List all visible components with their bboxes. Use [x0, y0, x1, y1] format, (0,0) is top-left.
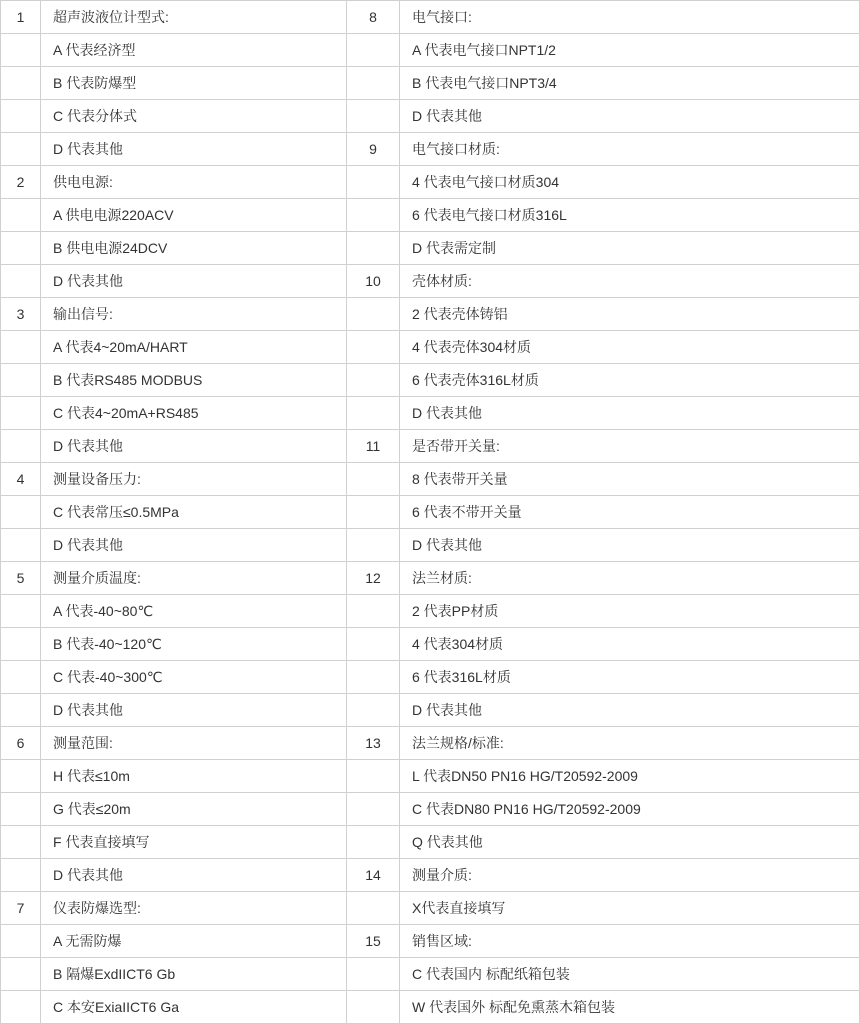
left-index-cell [1, 331, 41, 364]
right-index-cell [347, 496, 400, 529]
right-spec-cell: D 代表其他 [400, 397, 860, 430]
left-spec-cell: 测量介质温度: [41, 562, 347, 595]
left-spec-cell: 超声波液位计型式: [41, 1, 347, 34]
right-spec-cell: 4 代表304材质 [400, 628, 860, 661]
left-index-cell [1, 199, 41, 232]
right-spec-cell: 电气接口: [400, 1, 860, 34]
right-index-cell [347, 793, 400, 826]
left-index-cell: 1 [1, 1, 41, 34]
right-spec-cell: C 代表国内 标配纸箱包装 [400, 958, 860, 991]
right-index-cell [347, 232, 400, 265]
right-spec-cell: B 代表电气接口NPT3/4 [400, 67, 860, 100]
right-index-cell [347, 892, 400, 925]
left-index-cell [1, 760, 41, 793]
left-index-cell [1, 529, 41, 562]
left-spec-cell: D 代表其他 [41, 694, 347, 727]
right-index-cell [347, 760, 400, 793]
right-spec-cell: W 代表国外 标配免熏蒸木箱包装 [400, 991, 860, 1024]
right-index-cell [347, 34, 400, 67]
right-index-cell: 11 [347, 430, 400, 463]
left-spec-cell: D 代表其他 [41, 430, 347, 463]
right-index-cell: 8 [347, 1, 400, 34]
right-spec-cell: 6 代表不带开关量 [400, 496, 860, 529]
left-spec-cell: D 代表其他 [41, 529, 347, 562]
right-index-cell [347, 991, 400, 1024]
left-spec-cell: C 本安ExiaIICT6 Ga [41, 991, 347, 1024]
right-spec-cell: 6 代表316L材质 [400, 661, 860, 694]
right-index-cell [347, 661, 400, 694]
left-spec-cell: B 代表防爆型 [41, 67, 347, 100]
left-spec-cell: B 代表-40~120℃ [41, 628, 347, 661]
left-index-cell [1, 991, 41, 1024]
left-spec-cell: C 代表分体式 [41, 100, 347, 133]
right-index-cell [347, 100, 400, 133]
left-spec-cell: A 供电电源220ACV [41, 199, 347, 232]
left-index-cell [1, 430, 41, 463]
right-spec-cell: 4 代表电气接口材质304 [400, 166, 860, 199]
right-spec-cell: X代表直接填写 [400, 892, 860, 925]
right-spec-cell: 6 代表壳体316L材质 [400, 364, 860, 397]
right-spec-cell: D 代表其他 [400, 100, 860, 133]
right-spec-cell: 6 代表电气接口材质316L [400, 199, 860, 232]
left-index-cell: 6 [1, 727, 41, 760]
right-index-cell [347, 166, 400, 199]
left-spec-cell: 输出信号: [41, 298, 347, 331]
left-index-cell [1, 859, 41, 892]
right-spec-cell: 8 代表带开关量 [400, 463, 860, 496]
left-spec-cell: C 代表常压≤0.5MPa [41, 496, 347, 529]
right-spec-cell: A 代表电气接口NPT1/2 [400, 34, 860, 67]
right-index-cell: 12 [347, 562, 400, 595]
left-spec-cell: A 无需防爆 [41, 925, 347, 958]
left-index-cell [1, 628, 41, 661]
left-spec-cell: C 代表4~20mA+RS485 [41, 397, 347, 430]
right-spec-cell: 测量介质: [400, 859, 860, 892]
right-index-cell [347, 397, 400, 430]
right-index-cell [347, 331, 400, 364]
left-spec-cell: G 代表≤20m [41, 793, 347, 826]
left-index-cell [1, 661, 41, 694]
left-index-cell [1, 364, 41, 397]
right-index-cell: 15 [347, 925, 400, 958]
left-spec-cell: B 隔爆ExdIICT6 Gb [41, 958, 347, 991]
left-spec-cell: 测量设备压力: [41, 463, 347, 496]
right-index-cell: 10 [347, 265, 400, 298]
left-spec-cell: 仪表防爆选型: [41, 892, 347, 925]
left-index-cell [1, 595, 41, 628]
left-index-cell [1, 793, 41, 826]
left-index-cell: 4 [1, 463, 41, 496]
left-spec-cell: D 代表其他 [41, 859, 347, 892]
left-spec-cell: A 代表4~20mA/HART [41, 331, 347, 364]
right-index-cell [347, 529, 400, 562]
right-spec-cell: 壳体材质: [400, 265, 860, 298]
left-index-cell [1, 265, 41, 298]
right-index-cell [347, 364, 400, 397]
left-index-cell [1, 694, 41, 727]
left-spec-cell: 测量范围: [41, 727, 347, 760]
right-index-cell [347, 694, 400, 727]
right-index-cell [347, 199, 400, 232]
left-index-cell [1, 67, 41, 100]
right-spec-cell: 销售区域: [400, 925, 860, 958]
left-spec-cell: A 代表-40~80℃ [41, 595, 347, 628]
right-index-cell: 9 [347, 133, 400, 166]
left-index-cell [1, 133, 41, 166]
left-spec-cell: H 代表≤10m [41, 760, 347, 793]
right-index-cell [347, 958, 400, 991]
left-index-cell: 7 [1, 892, 41, 925]
left-spec-cell: B 供电电源24DCV [41, 232, 347, 265]
right-spec-cell: Q 代表其他 [400, 826, 860, 859]
right-index-cell: 13 [347, 727, 400, 760]
right-index-cell [347, 67, 400, 100]
left-index-cell [1, 958, 41, 991]
left-spec-cell: D 代表其他 [41, 265, 347, 298]
left-spec-cell: 供电电源: [41, 166, 347, 199]
right-index-cell [347, 463, 400, 496]
right-spec-cell: 法兰规格/标准: [400, 727, 860, 760]
left-index-cell [1, 925, 41, 958]
left-index-cell [1, 826, 41, 859]
right-spec-cell: D 代表需定制 [400, 232, 860, 265]
left-index-cell: 3 [1, 298, 41, 331]
left-spec-cell: A 代表经济型 [41, 34, 347, 67]
left-index-cell [1, 496, 41, 529]
right-spec-cell: 法兰材质: [400, 562, 860, 595]
right-index-cell [347, 826, 400, 859]
right-spec-cell: 4 代表壳体304材质 [400, 331, 860, 364]
left-index-cell: 2 [1, 166, 41, 199]
right-spec-cell: 2 代表壳体铸铝 [400, 298, 860, 331]
right-index-cell [347, 628, 400, 661]
right-index-cell [347, 298, 400, 331]
right-spec-cell: 电气接口材质: [400, 133, 860, 166]
left-index-cell [1, 232, 41, 265]
left-index-cell: 5 [1, 562, 41, 595]
right-spec-cell: 是否带开关量: [400, 430, 860, 463]
right-spec-cell: 2 代表PP材质 [400, 595, 860, 628]
right-spec-cell: D 代表其他 [400, 529, 860, 562]
left-index-cell [1, 34, 41, 67]
left-spec-cell: B 代表RS485 MODBUS [41, 364, 347, 397]
left-spec-cell: F 代表直接填写 [41, 826, 347, 859]
right-index-cell: 14 [347, 859, 400, 892]
left-index-cell [1, 100, 41, 133]
right-spec-cell: D 代表其他 [400, 694, 860, 727]
left-spec-cell: C 代表-40~300℃ [41, 661, 347, 694]
left-index-cell [1, 397, 41, 430]
left-spec-cell: D 代表其他 [41, 133, 347, 166]
right-spec-cell: L 代表DN50 PN16 HG/T20592-2009 [400, 760, 860, 793]
right-spec-cell: C 代表DN80 PN16 HG/T20592-2009 [400, 793, 860, 826]
right-index-cell [347, 595, 400, 628]
